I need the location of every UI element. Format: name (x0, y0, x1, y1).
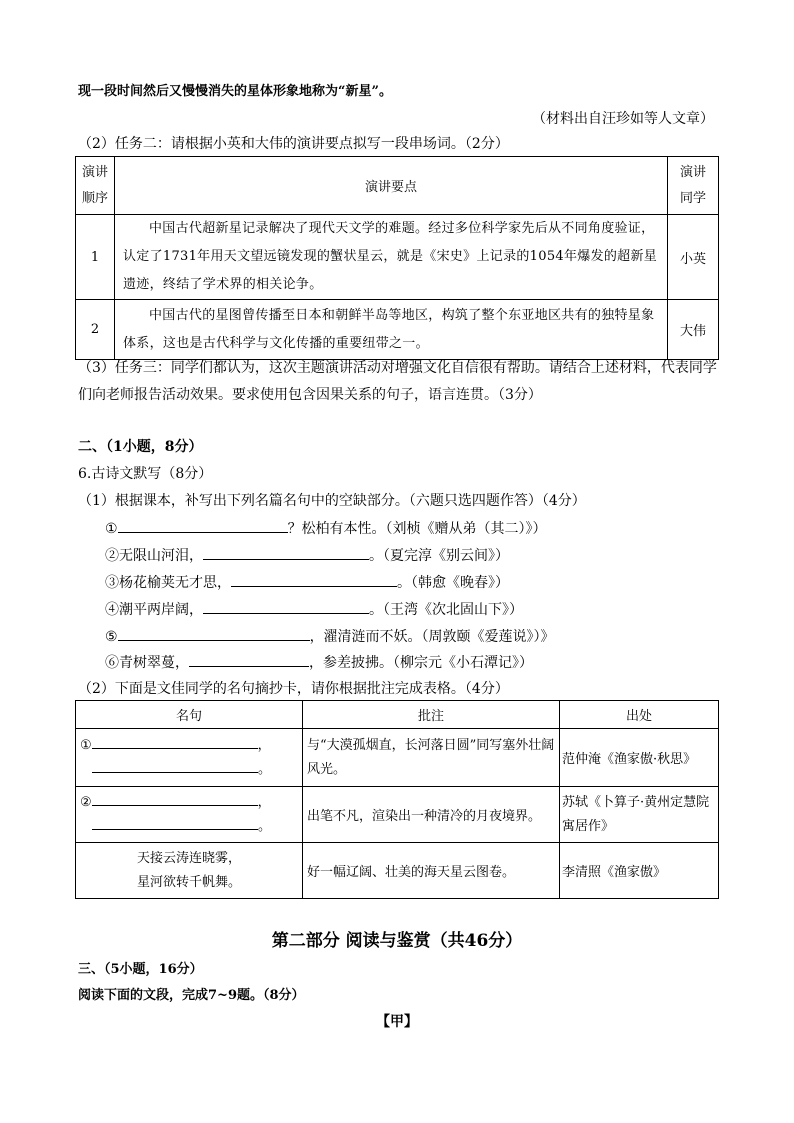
speech-table (75, 156, 719, 360)
answer-blank[interactable] (203, 545, 369, 560)
fill-item-3: ③杨花榆荚无才思， 。（韩愈《晚春》） (105, 572, 509, 593)
source-cell: 苏轼《卜算子·黄州定慧院寓居作》 (560, 787, 719, 843)
fill-item-4: ④潮平两岸阔， 。（王湾《次北固山下》） (105, 599, 523, 620)
answer-blank[interactable] (118, 518, 288, 533)
row-student: 大伟 (668, 300, 719, 360)
row-student: 小英 (668, 215, 719, 300)
intro-line: 现一段时间然后又慢慢消失的星体形象地称为“新星”。 (78, 84, 392, 99)
quote-cell: 天接云涛连晓雾， 星河欲转千帆舞。 (76, 843, 303, 899)
header-points: 演讲要点 (115, 157, 668, 215)
note-cell: 与“大漠孤烟直，长河落日圆”同写塞外壮阔风光。 (303, 729, 560, 787)
table-row (76, 729, 719, 787)
fill-item-5: ⑤ ，濯清涟而不妖。（周敦颐《爱莲说》）》 (105, 626, 555, 647)
q6-1-prompt: （1）根据课本，补写出下列名篇名句中的空缺部分。（六题只选四题作答）（4分） (78, 493, 586, 509)
header-quote: 名句 (76, 701, 303, 729)
section3-title: 三、（5小题，16分） (78, 962, 203, 977)
part2-title: 第二部分 阅读与鉴赏（共46分） (271, 931, 523, 951)
row-points: 中国古代的星图曾传播至日本和朝鲜半岛等地区，构筑了整个东亚地区共有的独特星象体系，这也是古代科学与文化传播的重要纽带之一。 (115, 300, 668, 360)
header-note: 批注 (303, 701, 560, 729)
answer-blank[interactable] (92, 815, 258, 830)
header-order: 演讲 顺序 (76, 157, 115, 215)
source-cell: 李清照《渔家傲》 (560, 843, 719, 899)
fill-item-2: ②无限山河泪， 。（夏完淳《别云间》） (105, 545, 509, 566)
q6-2-prompt: （2）下面是文佳同学的名句摘抄卡，请你根据批注完成表格。（4分） (78, 681, 509, 697)
fill-item-1: ① ？松柏有本性。（刘桢《赠从弟（其二）》） (105, 518, 547, 539)
task2-prompt: （2）任务二：请根据小英和大伟的演讲要点拟写一段串场词。（2分） (78, 136, 509, 152)
answer-blank[interactable] (92, 791, 258, 806)
note-cell: 出笔不凡，渲染出一种清冷的月夜境界。 (303, 787, 560, 843)
answer-blank[interactable] (203, 599, 369, 614)
answer-blank[interactable] (92, 758, 258, 773)
answer-blank[interactable] (189, 652, 309, 667)
source-cell: 范仲淹《渔家傲·秋思》 (560, 729, 719, 787)
q6-title: 6.古诗文默写（8分） (78, 466, 213, 482)
note-cell: 好一幅辽阔、壮美的海天星云图卷。 (303, 843, 560, 899)
header-source: 出处 (560, 701, 719, 729)
fill-item-6: ⑥青树翠蔓， ，参差披拂。（柳宗元《小石潭记》） (105, 652, 533, 673)
task3-line2: 们向老师报告活动效果。要求使用包含因果关系的句子，语言连贯。（3分） (78, 387, 542, 403)
row-order: 1 (76, 215, 115, 300)
row-order: 2 (76, 300, 115, 360)
task3-line1: （3）任务三：同学们都认为，这次主题演讲活动对增强文化自信很有帮助。请结合上述材料，代表同学 (78, 360, 717, 376)
section2-title: 二、（1小题，8分） (78, 439, 203, 455)
row-points: 中国古代超新星记录解决了现代天文学的难题。经过多位科学家先后从不同角度验证，认定了1731年用天文望远镜发现的蟹状星云，就是《宋史》上记录的1054年爆发的超新星遗迹，终结了学术界的相关论争。 (115, 215, 668, 300)
table-row (76, 300, 719, 360)
table-row (76, 843, 719, 899)
header-student: 演讲 同学 (668, 157, 719, 215)
jia-label: 【甲】 (376, 1014, 418, 1030)
source-note: （材料出自汪珍如等人文章） (532, 111, 714, 127)
answer-blank[interactable] (231, 572, 397, 587)
answer-blank[interactable] (118, 626, 310, 641)
quote-cell: ① ， 。 (76, 729, 303, 787)
quote-cell: ② ， 。 (76, 787, 303, 843)
table-row (76, 215, 719, 300)
quote-card-table (75, 700, 719, 899)
read-instruction: 阅读下面的文段，完成7~9题。（8分） (78, 988, 305, 1003)
answer-blank[interactable] (92, 734, 258, 749)
table-row (76, 787, 719, 843)
